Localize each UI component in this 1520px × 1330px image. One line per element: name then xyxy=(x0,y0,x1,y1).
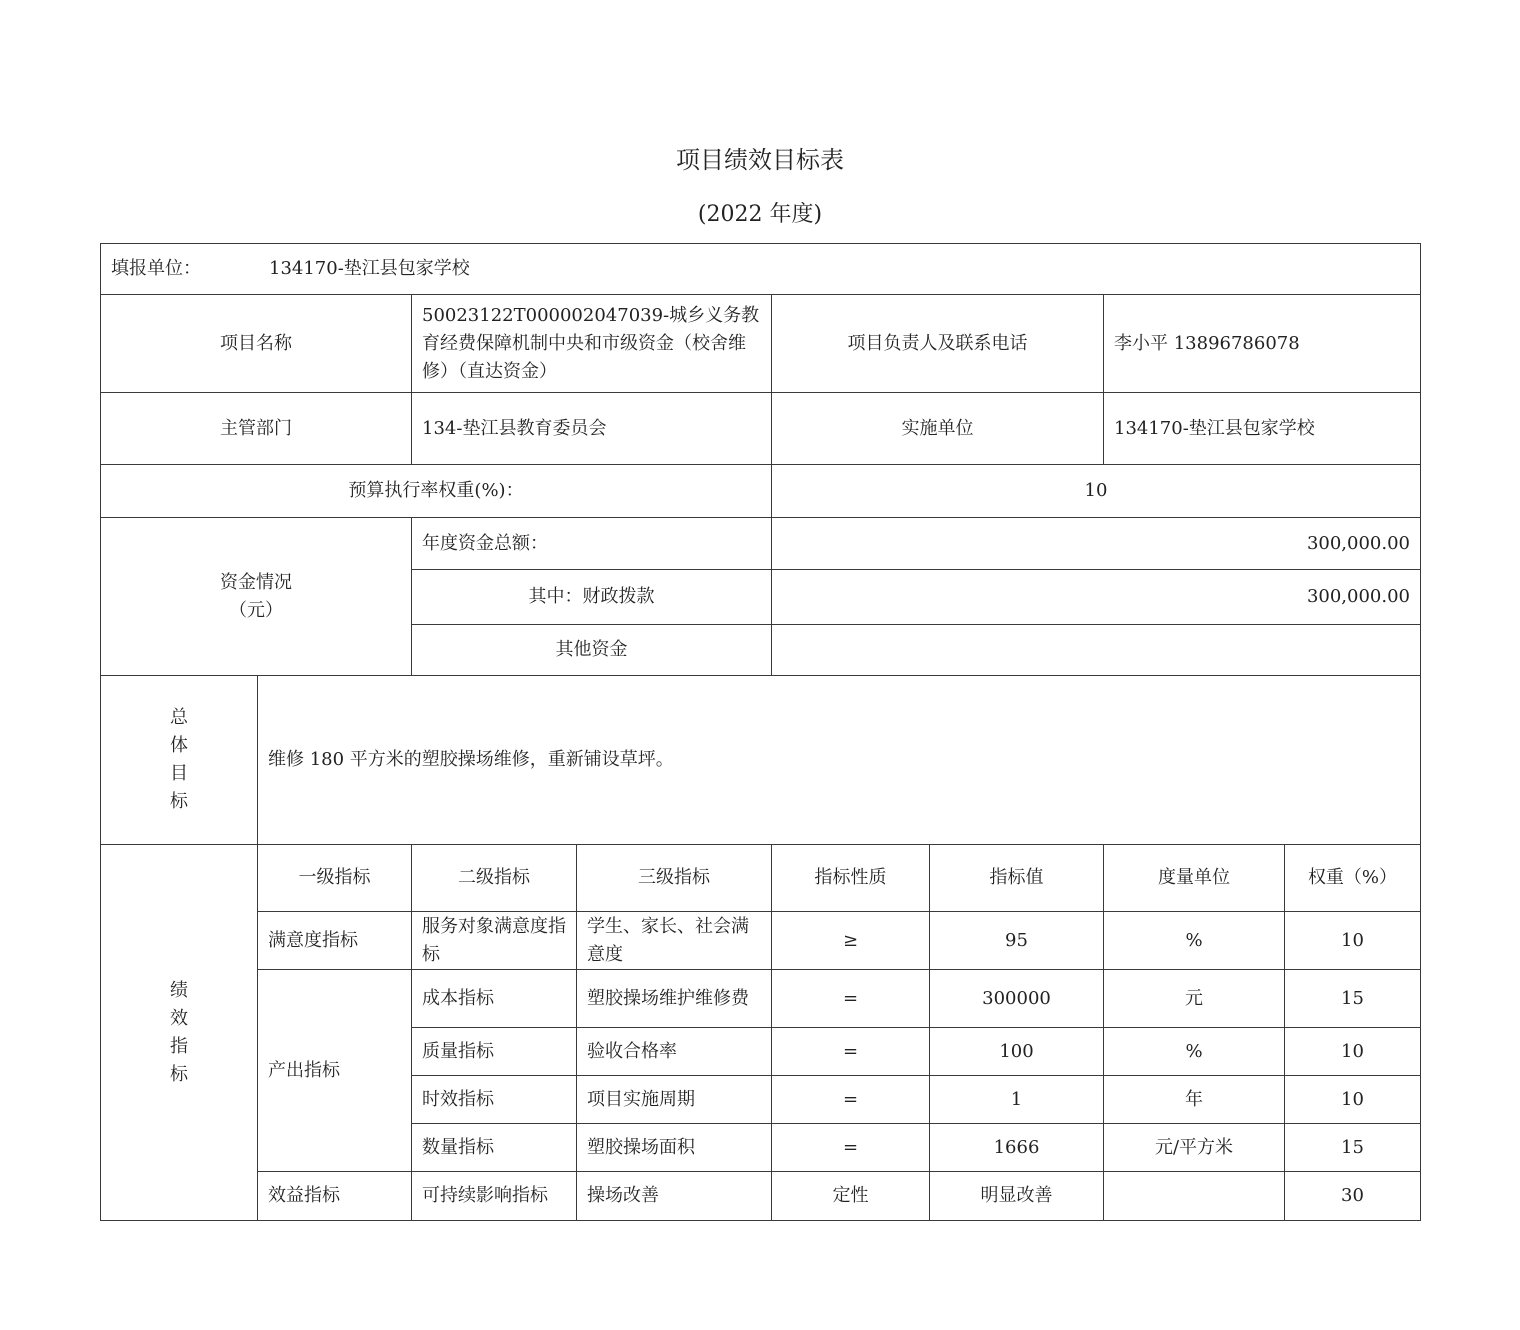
table-row-5-level2: 可持续影响指标 xyxy=(411,1171,577,1221)
table-row-5-nature: 定性 xyxy=(771,1171,930,1221)
table-row-1-nature: = xyxy=(771,969,930,1028)
project-contact-label: 项目负责人及联系电话 xyxy=(771,294,1104,393)
level1-output: 产出指标 xyxy=(257,969,412,1172)
table-row-1-level2: 成本指标 xyxy=(411,969,577,1028)
funds-total-value: 300,000.00 xyxy=(771,517,1421,570)
project-name-value: 50023122T000002047039-城乡义务教育经费保障机制中央和市级资金（校舍维修）（直达资金） xyxy=(411,294,772,393)
fill-unit-label: 填报单位： xyxy=(111,258,201,279)
impl-unit-label: 实施单位 xyxy=(771,392,1104,465)
table-row-3-level3: 项目实施周期 xyxy=(576,1075,772,1124)
table-row-1-level3: 塑胶操场维护维修费 xyxy=(576,969,772,1028)
col-header-value: 指标值 xyxy=(929,844,1104,912)
table-row-4-level2: 数量指标 xyxy=(411,1123,577,1172)
document-title: 项目绩效目标表 xyxy=(676,146,844,174)
table-row-0-level3: 学生、家长、社会满意度 xyxy=(576,911,772,970)
table-row-2-level3: 验收合格率 xyxy=(576,1027,772,1076)
fill-unit-value: 134170-垫江县包家学校 xyxy=(269,258,470,279)
table-row-0-nature: ≥ xyxy=(771,911,930,970)
performance-target-form xyxy=(101,244,1421,1221)
table-row-4-value: 1666 xyxy=(929,1123,1104,1172)
table-row-0-value: 95 xyxy=(929,911,1104,970)
table-row-0-level2: 服务对象满意度指标 xyxy=(411,911,577,970)
table-row-4-unit: 元/平方米 xyxy=(1103,1123,1285,1172)
funds-label-line2: （元） xyxy=(229,599,283,621)
overall-goal-label: 总 体 目 标 xyxy=(100,675,258,845)
table-row-3-weight: 10 xyxy=(1284,1075,1421,1124)
col-header-unit: 度量单位 xyxy=(1103,844,1285,912)
table-row-4-nature: = xyxy=(771,1123,930,1172)
col-header-level3: 三级指标 xyxy=(576,844,772,912)
funds-label xyxy=(100,517,412,676)
impl-unit-value: 134170-垫江县包家学校 xyxy=(1103,392,1421,465)
budget-weight-label: 预算执行率权重(%)： xyxy=(100,464,772,518)
table-row-4-level3: 塑胶操场面积 xyxy=(576,1123,772,1172)
table-row-5-level3: 操场改善 xyxy=(576,1171,772,1221)
level1-satisfaction: 满意度指标 xyxy=(257,911,412,970)
funds-other-value xyxy=(771,624,1421,676)
table-row-3-unit: 年 xyxy=(1103,1075,1285,1124)
table-row-2-weight: 10 xyxy=(1284,1027,1421,1076)
col-header-level2: 二级指标 xyxy=(411,844,577,912)
table-row-5-unit xyxy=(1103,1171,1285,1221)
project-name-label: 项目名称 xyxy=(100,294,412,393)
table-row-1-weight: 15 xyxy=(1284,969,1421,1028)
table-row-2-unit: % xyxy=(1103,1027,1285,1076)
table-row-0-weight: 10 xyxy=(1284,911,1421,970)
col-header-level1: 一级指标 xyxy=(257,844,412,912)
col-header-weight: 权重（%） xyxy=(1284,844,1421,912)
table-row-3-nature: = xyxy=(771,1075,930,1124)
table-row-2-nature: = xyxy=(771,1027,930,1076)
table-row-1-unit: 元 xyxy=(1103,969,1285,1028)
table-row-0-unit: % xyxy=(1103,911,1285,970)
document-year: (2022 年度) xyxy=(697,202,823,227)
table-row-3-level2: 时效指标 xyxy=(411,1075,577,1124)
table-row-2-value: 100 xyxy=(929,1027,1104,1076)
funds-label-line1: 资金情况 xyxy=(220,571,292,593)
overall-goal-text: 维修 180 平方米的塑胶操场维修，重新铺设草坪。 xyxy=(257,675,1421,845)
dept-value: 134-垫江县教育委员会 xyxy=(411,392,772,465)
dept-label: 主管部门 xyxy=(100,392,412,465)
table-row-5-value: 明显改善 xyxy=(929,1171,1104,1221)
funds-other-label: 其他资金 xyxy=(411,624,772,676)
budget-weight-value: 10 xyxy=(771,464,1421,518)
level1-benefit: 效益指标 xyxy=(257,1171,412,1221)
indicators-label: 绩 效 指 标 xyxy=(100,844,258,1221)
table-row-4-weight: 15 xyxy=(1284,1123,1421,1172)
table-row-5-weight: 30 xyxy=(1284,1171,1421,1221)
col-header-nature: 指标性质 xyxy=(771,844,930,912)
project-contact-value: 李小平 13896786078 xyxy=(1103,294,1421,393)
funds-total-label: 年度资金总额： xyxy=(411,517,772,570)
table-row-1-value: 300000 xyxy=(929,969,1104,1028)
table-row-2-level2: 质量指标 xyxy=(411,1027,577,1076)
fill-unit-row xyxy=(100,243,1421,295)
funds-fiscal-value: 300,000.00 xyxy=(771,569,1421,625)
funds-fiscal-label: 其中：财政拨款 xyxy=(411,569,772,625)
table-row-3-value: 1 xyxy=(929,1075,1104,1124)
